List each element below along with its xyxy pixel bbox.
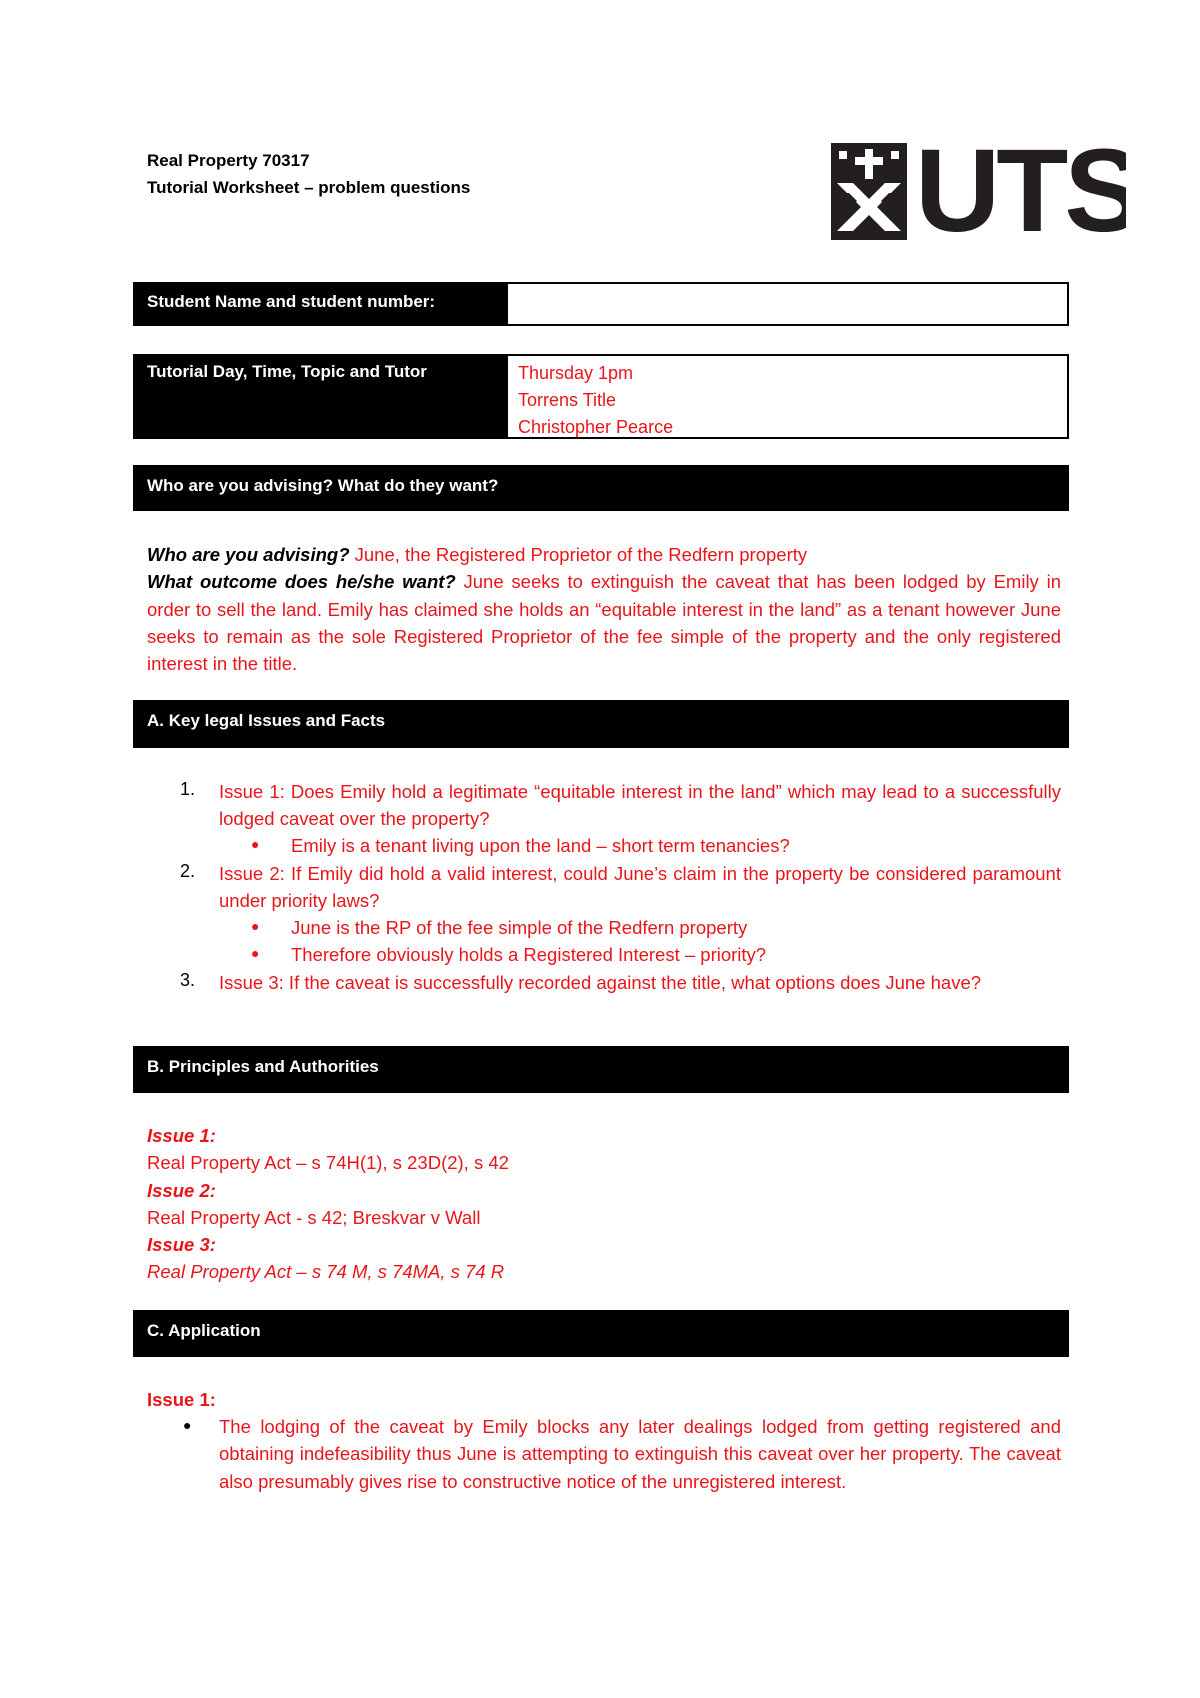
section-b-heading: B. Principles and Authorities — [133, 1046, 1069, 1093]
bullet-icon: ● — [251, 945, 260, 961]
uts-wordmark: UTS — [915, 143, 1126, 240]
application-issue-label: Issue 1: — [147, 1389, 216, 1410]
principles-list — [147, 1122, 1047, 1286]
bullet-icon: ● — [251, 918, 260, 934]
outcome-answer-text: June seeks to extinguish the caveat that has been lodged by Emily in order to sell the land. Emily has claimed she holds an “equitable interest in the land” as a tenant however June seeks to remain as the sole Registered Proprietor of the fee simple of the property and the only registered interest in the title. — [147, 571, 1061, 675]
issue-text: Issue 3: If the caveat is successfully recorded against the title, what options does June have? — [219, 972, 982, 993]
issue-number: 3. — [180, 970, 196, 990]
issue-bullet: Emily is a tenant living upon the land – short term tenancies? — [291, 835, 790, 856]
principle-issue-label: Issue 1: — [147, 1125, 216, 1146]
worksheet-title: Tutorial Worksheet – problem questions — [147, 178, 471, 197]
bullet-icon: ● — [251, 836, 260, 852]
student-info-value[interactable] — [508, 284, 1067, 324]
uts-crest-icon — [831, 143, 907, 240]
tutorial-info-label: Tutorial Day, Time, Topic and Tutor — [135, 356, 508, 437]
principle-issue-label: Issue 3: — [147, 1234, 216, 1256]
section-a-heading: A. Key legal Issues and Facts — [133, 700, 1069, 748]
course-title: Real Property 70317 — [147, 151, 310, 170]
student-info-label: Student Name and student number: — [135, 284, 508, 324]
document-header — [147, 147, 470, 201]
advising-answer — [147, 541, 1061, 677]
advising-heading: Who are you advising? What do they want? — [133, 465, 1069, 511]
tutorial-topic: Torrens Title — [518, 390, 617, 410]
issue-text: Issue 1: Does Emily hold a legitimate “equitable interest in the land” which may lead to a successfully lodged caveat over the property? — [219, 781, 1061, 830]
bullet-icon: ● — [183, 1417, 192, 1433]
section-c-heading: C. Application — [133, 1310, 1069, 1357]
advising-answer-text: June, the Registered Proprietor of the Redfern property — [349, 544, 808, 565]
outcome-question: What outcome does he/she want? — [147, 571, 456, 593]
advising-question: Who are you advising? — [147, 544, 350, 565]
principle-authority: Real Property Act – s 74 M, s 74MA, s 74 R — [147, 1261, 505, 1283]
tutorial-tutor: Christopher Pearce — [518, 417, 674, 437]
student-info-row — [133, 282, 1069, 326]
tutorial-info-value — [508, 356, 1067, 437]
issue-bullet: June is the RP of the fee simple of the Redfern property — [291, 917, 748, 938]
application-bullet: The lodging of the caveat by Emily blocks any later dealings lodged from getting registered and obtaining indefeasibility thus June is attempting to extinguish this caveat over her property. The caveat also presumably gives rise to constructive notice of the unregistered interest. — [219, 1416, 1061, 1492]
issue-bullet: Therefore obviously holds a Registered Interest – priority? — [291, 944, 767, 965]
issue-number: 1. — [180, 779, 196, 799]
issue-number: 2. — [180, 861, 196, 881]
issue-text: Issue 2: If Emily did hold a valid interest, could June’s claim in the property be considered paramount under priority laws? — [219, 863, 1061, 912]
principle-issue-label: Issue 2: — [147, 1179, 216, 1201]
tutorial-day-time: Thursday 1pm — [518, 363, 634, 383]
tutorial-info-row — [133, 354, 1069, 439]
principle-authority: Real Property Act - s 42; Breskvar v Wall — [147, 1206, 481, 1228]
uts-logo — [831, 143, 1126, 240]
principle-authority: Real Property Act – s 74H(1), s 23D(2), s 42 — [147, 1152, 509, 1174]
